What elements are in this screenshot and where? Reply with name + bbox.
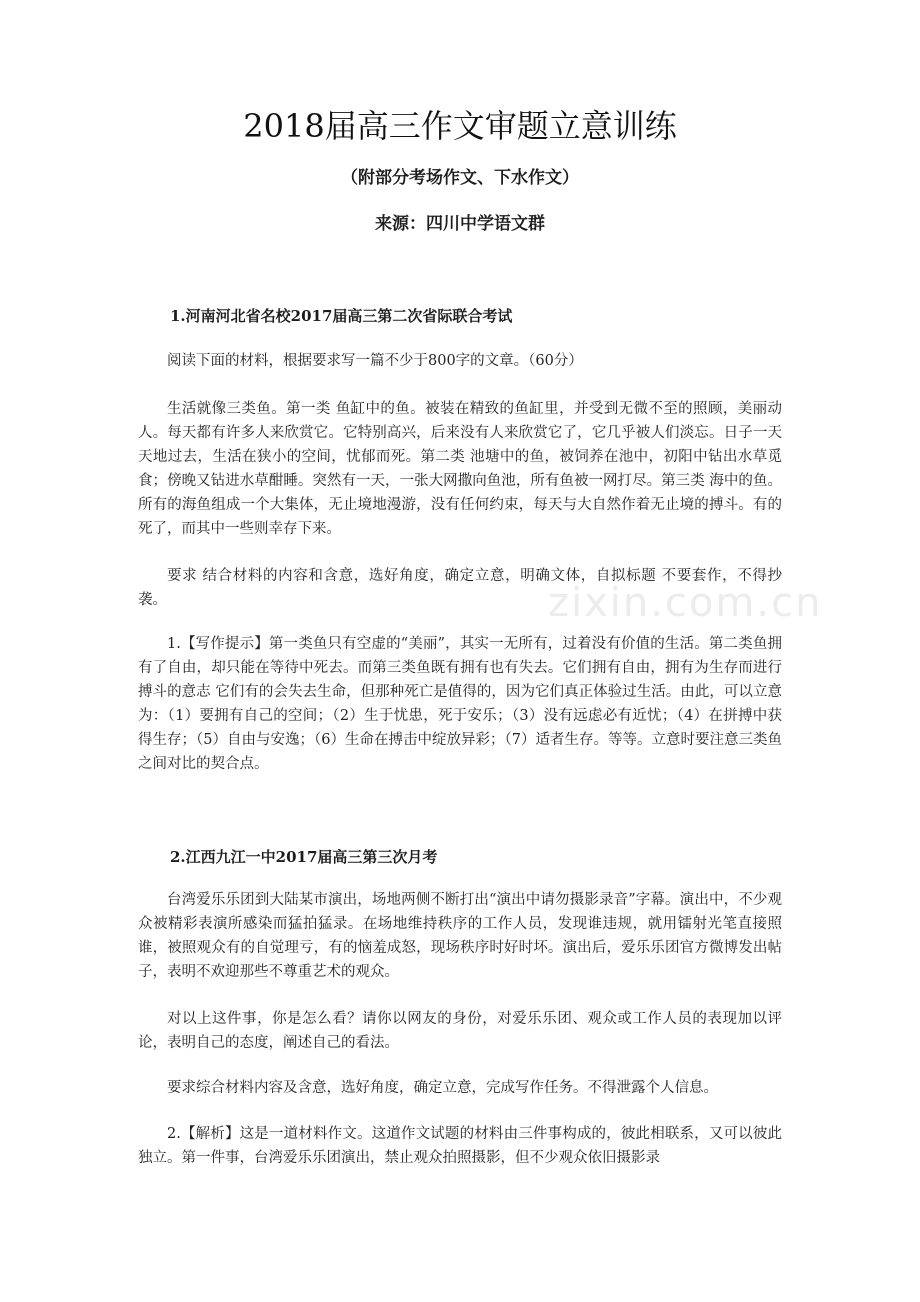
section-1-paragraph-2: 生活就像三类鱼。第一类 鱼缸中的鱼。被装在精致的鱼缸里，并受到无微不至的照顾，美丽动人。每天都有许多人来欣赏它。它特别高兴，后来没有人来欣赏它了，它几乎被人们淡忘。日子一天天地过去，生活在狭小的空间，忧郁而死。第二类 池塘中的鱼，被饲养在池中，初阳中钻出水草觅食；傍晚又钻进水草酣睡。突然有一天，一张大网撒向鱼池，所有鱼被一网打尽。第三类 海中的鱼。所有的海鱼组成一个大集体，无止境地漫游，没有任何约束，每天与大自然作着无止境的搏斗。有的死了，而其中一些则幸存下来。 bbox=[138, 401, 782, 537]
document-source: 来源：四川中学语文群 bbox=[375, 214, 545, 234]
section-heading-2: 2.江西九江一中2017届高三第三次月考 bbox=[170, 848, 438, 866]
section-1-paragraph-1: 阅读下面的材料，根据要求写一篇不少于800字的文章。（60分） bbox=[167, 353, 583, 369]
section-heading-1: 1.河南河北省名校2017届高三第二次省际联合考试 bbox=[170, 307, 513, 325]
section-2-paragraph-1: 台湾爱乐乐团到大陆某市演出，场地两侧不断打出“演出中请勿摄影录音”字幕。演出中，不少观众被精彩表演所感染而猛拍猛录。在场地维持秩序的工作人员，发现谁违规，就用镭射光笔直接照谁，被照观众有的自觉理亏，有的恼羞成怒，现场秩序时好时坏。演出后，爱乐乐团官方微博发出帖子，表明不欢迎那些不尊重艺术的观众。 bbox=[138, 892, 782, 980]
section-1-paragraph-3: 要求 结合材料的内容和含意，选好角度，确定立意，明确文体，自拟标题 不要套作，不得抄袭。 bbox=[138, 568, 782, 608]
document-title: 2018届高三作文审题立意训练 bbox=[243, 107, 677, 145]
document-subtitle: （附部分考场作文、下水作文） bbox=[341, 168, 579, 188]
section-1-paragraph-4: 1.【写作提示】第一类鱼只有空虚的“美丽”，其实一无所有，过着没有价值的生活。第二类鱼拥有了自由，却只能在等待中死去。而第三类鱼既有拥有也有失去。它们拥有自由，拥有为生存而进行搏斗的意志 它们有的会失去生命，但那种死亡是值得的，因为它们真正体验过生活。由此，可以立意为：（1）要拥有自己的空间；（2）生于忧患，死于安乐；（3）没有远虑必有近忧；（4）在拼搏中获得生存；（5）自由与安逸；（6）生命在搏击中绽放异彩；（7）适者生存。等等。立意时要注意三类鱼之间对比的契合点。 bbox=[138, 636, 782, 772]
section-2-paragraph-4: 2.【解析】这是一道材料作文。这道作文试题的材料由三件事构成的，彼此相联系，又可以彼此独立。第一件事，台湾爱乐乐团演出，禁止观众拍照摄影，但不少观众依旧摄影录 bbox=[138, 1126, 782, 1166]
section-2-paragraph-3: 要求综合材料内容及含意，选好角度，确定立意，完成写作任务。不得泄露个人信息。 bbox=[167, 1080, 718, 1096]
watermark: zixin.com.cn bbox=[548, 580, 823, 626]
section-2-paragraph-2: 对以上这件事，你是怎么看？请你以网友的身份，对爱乐乐团、观众或工作人员的表现加以评论，表明自己的态度，阐述自己的看法。 bbox=[138, 1011, 782, 1051]
